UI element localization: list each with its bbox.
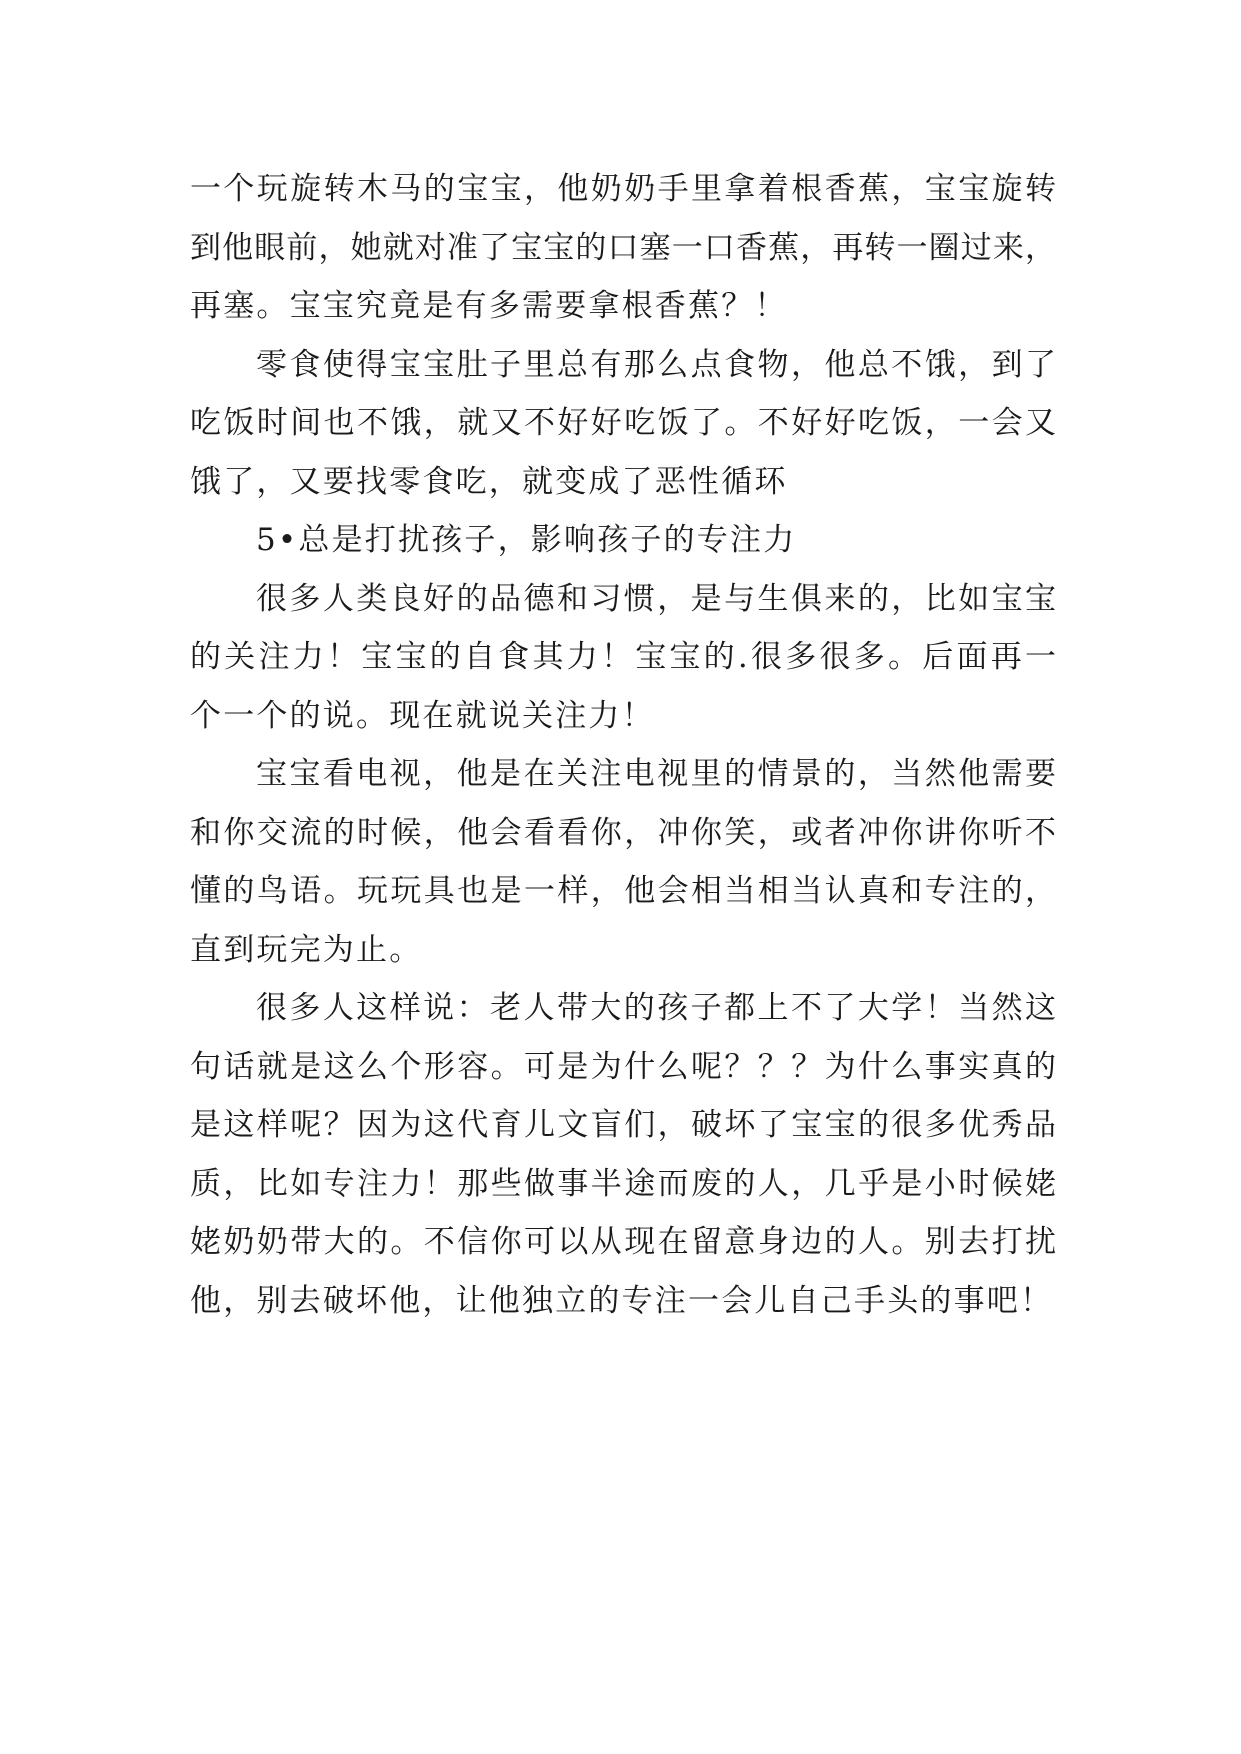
- text-line: 零食使得宝宝肚子里总有那么点食物，他总不饿，到了: [256, 346, 1056, 383]
- text-line: 个一个的说。现在就说关注力！: [190, 697, 655, 734]
- text-line: 一个玩旋转木马的宝宝，他奶奶手里拿着根香蕉，宝宝旋转: [190, 171, 1056, 207]
- paragraph: [190, 979, 1056, 1330]
- text-line: 到他眼前，她就对准了宝宝的口塞一口香蕉，再转一圈过来，: [190, 229, 1056, 266]
- text-line: 是这样呢？因为这代育儿文盲们，破坏了宝宝的很多优秀品: [190, 1107, 1056, 1143]
- text-line: 很多人类良好的品德和习惯，是与生俱来的，比如宝宝: [256, 580, 1056, 617]
- section-heading: [190, 511, 1056, 570]
- text-line: 和你交流的时候，他会看看你，冲你笑，或者冲你讲你听不: [190, 814, 1056, 851]
- text-line: 宝宝看电视，他是在关注电视里的情景的，当然他需要: [256, 756, 1056, 792]
- text-line: 再塞。宝宝究竟是有多需要拿根香蕉？！: [190, 288, 788, 324]
- paragraph: [190, 570, 1056, 746]
- text-line: 姥奶奶带大的。不信你可以从现在留意身边的人。别去打扰: [190, 1224, 1056, 1260]
- text-line: 句话就是这么个形容。可是为什么呢？？？为什么事实真的: [190, 1048, 1056, 1085]
- text-line: 5•总是打扰孩子，影响孩子的专注力: [256, 522, 797, 558]
- text-line: 懂的鸟语。玩玩具也是一样，他会相当相当认真和专注的，: [190, 873, 1056, 909]
- text-line: 的关注力！宝宝的自食其力！宝宝的.很多很多。后面再一: [190, 639, 1056, 675]
- text-line: 很多人这样说：老人带大的孩子都上不了大学！当然这: [256, 990, 1056, 1026]
- text-line: 他，别去破坏他，让他独立的专注一会儿自己手头的事吧！: [190, 1282, 1054, 1319]
- text-line: 直到玩完为止。: [190, 931, 423, 968]
- text-line: 吃饭时间也不饿，就又不好好吃饭了。不好好吃饭，一会又: [190, 405, 1056, 441]
- document-body: [190, 160, 1056, 1330]
- paragraph: [190, 745, 1056, 979]
- paragraph: [190, 160, 1056, 336]
- text-line: 质，比如专注力！那些做事半途而废的人，几乎是小时候姥: [190, 1165, 1056, 1202]
- paragraph: [190, 336, 1056, 512]
- text-line: 饿了，又要找零食吃，就变成了恶性循环: [190, 463, 788, 500]
